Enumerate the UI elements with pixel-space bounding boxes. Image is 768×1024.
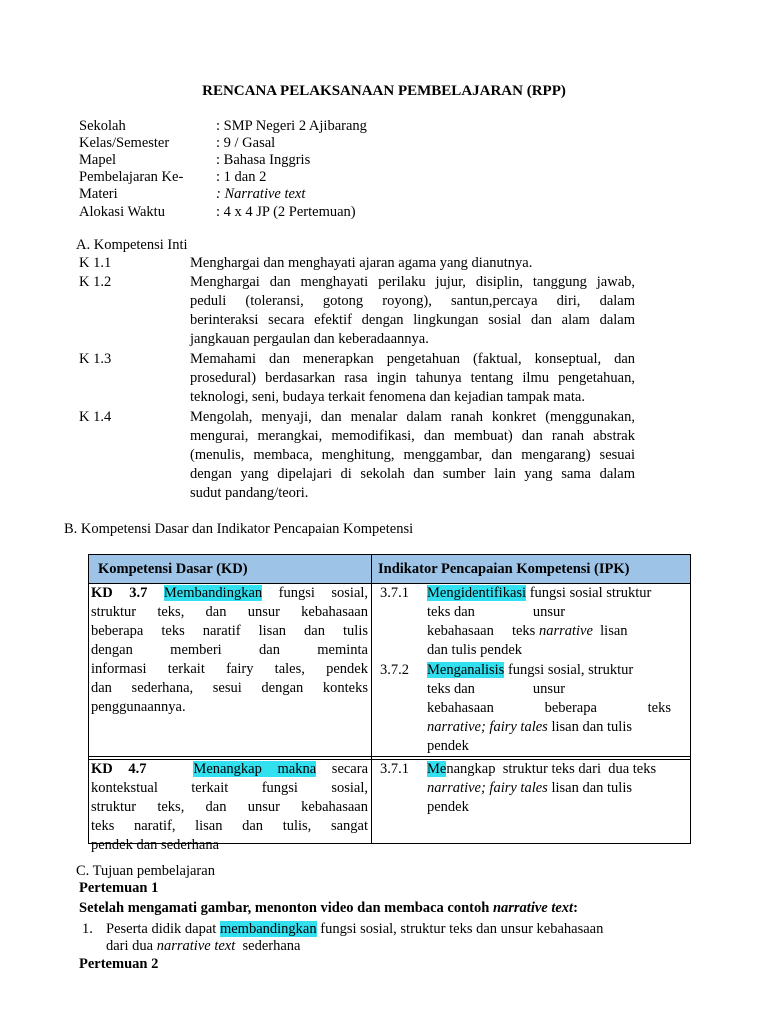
ki-text-1-3: Memahami dan menerapkan pengetahuan (faktual, konseptual, dan prosedural) berdasarkan rasa ingin tahunya tentang ilmu pengetahuan, teknologi, seni, budaya terkait fenomena dan kejadian tampak mata.: [190, 351, 635, 405]
identity-label-subject: Mapel: [79, 152, 117, 168]
objective-line-2: dari dua narrative text sederhana: [106, 938, 301, 954]
kd-3-7-cell: KD 3.7 Membandingkan fungsi sosial, struktur teks, dan unsur kebahasaan beberapa teks naratif lisan dan tulis dengan memberi dan meminta informasi terkait fairy tales, pendek dan sederhana, sesui dengan konteks penggunaannya.: [91, 585, 369, 715]
meeting-2-heading: Pertemuan 2: [79, 956, 159, 972]
ipk-3-7-1a-number: 3.7.1: [380, 585, 409, 601]
identity-value-lesson: : 1 dan 2: [216, 169, 267, 185]
meeting-1-heading: Pertemuan 1: [79, 880, 159, 896]
ipk-3-7-1b-number: 3.7.1: [380, 761, 409, 777]
section-a-heading: A. Kompetensi Inti: [76, 237, 188, 253]
identity-value-time: : 4 x 4 JP (2 Pertemuan): [216, 204, 356, 220]
ipk-3-7-2-text: Menganalisis fungsi sosial, struktur teks dan unsur kebahasaan beberapa teks narrative; fairy tales lisan dan tulis pendek: [427, 662, 672, 754]
identity-label-time: Alokasi Waktu: [79, 204, 165, 220]
ki-text-1-4: Mengolah, menyaji, dan menalar dalam ranah konkret (menggunakan, mengurai, merangkai, memodifikasi, dan membuat) dan ranah abstrak (menulis, membaca, menghitung, menggambar, dan mengarang) sesuai dengan yang dipelajari di sekolah dan sumber lain yang sama dalam sudut pandang/teori.: [190, 409, 635, 501]
ki-code-1-3: K 1.3: [79, 351, 112, 367]
objective-line-1: Peserta didik dapat membandingkan fungsi sosial, struktur teks dan unsur kebahasaan: [106, 921, 604, 937]
kd-4-7-cell: KD 4.7 Menangkap makna secara kontekstual terkait fungsi sosial, struktur teks, dan unsur kebahasaan teks naratif, lisan dan tulis, sangat pendek dan sederhana: [91, 761, 369, 853]
identity-label-material: Materi: [79, 186, 118, 202]
identity-value-subject: : Bahasa Inggris: [216, 152, 311, 168]
objective-number: 1.: [82, 921, 93, 937]
identity-label-lesson: Pembelajaran Ke-: [79, 169, 184, 185]
ipk-3-7-1b-text: Menangkap struktur teks dari dua teks narrative; fairy tales lisan dan tulis pendek: [427, 761, 657, 815]
objective-highlight: membandingkan: [219, 921, 317, 937]
ki-code-1-2: K 1.2: [79, 274, 112, 290]
ipk-3-7-2-highlight: Menganalisis: [427, 662, 505, 678]
identity-value-school: : SMP Negeri 2 Ajibarang: [216, 118, 367, 134]
ipk-3-7-2-number: 3.7.2: [380, 662, 409, 678]
section-c-heading: C. Tujuan pembelajaran: [76, 863, 215, 879]
table-header-ipk: Indikator Pencapaian Kompetensi (IPK): [378, 561, 630, 577]
ipk-3-7-1a-highlight: Mengidentifikasi: [427, 585, 527, 601]
kd-3-7-highlight: Membandingkan: [163, 585, 263, 601]
kd-4-7-highlight: Menangkap makna: [193, 761, 317, 777]
section-b-heading: B. Kompetensi Dasar dan Indikator Pencapaian Kompetensi: [64, 521, 414, 537]
ki-text-1-2: Menghargai dan menghayati perilaku jujur, disiplin, tanggung jawab, peduli (toleransi, gotong royong), santun,percaya diri, dalam berinteraksi secara efektif dengan lingkungan sosial dan alam dalam jangkauan pergaulan dan keberadaannya.: [190, 274, 635, 347]
ki-text-1-1: Menghargai dan menghayati ajaran agama yang dianutnya.: [190, 255, 533, 271]
identity-label-class: Kelas/Semester: [79, 135, 170, 151]
ki-code-1-4: K 1.4: [79, 409, 112, 425]
ki-code-1-1: K 1.1: [79, 255, 112, 271]
kd-ipk-table: [88, 554, 691, 853]
table-header-kd: Kompetensi Dasar (KD): [98, 561, 248, 577]
ipk-3-7-1a-text: Mengidentifikasi fungsi sosial struktur teks dan unsur kebahasaan teks narrative lisan dan tulis pendek: [427, 585, 652, 658]
meeting-1-intro: Setelah mengamati gambar, menonton video dan membaca contoh narrative text:: [79, 900, 578, 916]
ipk-3-7-1b-highlight: Me: [427, 761, 447, 777]
identity-value-class: : 9 / Gasal: [216, 135, 276, 151]
identity-label-school: Sekolah: [79, 118, 126, 134]
document-title: RENCANA PELAKSANAAN PEMBELAJARAN (RPP): [202, 83, 566, 99]
identity-value-material: : Narrative text: [216, 186, 306, 202]
